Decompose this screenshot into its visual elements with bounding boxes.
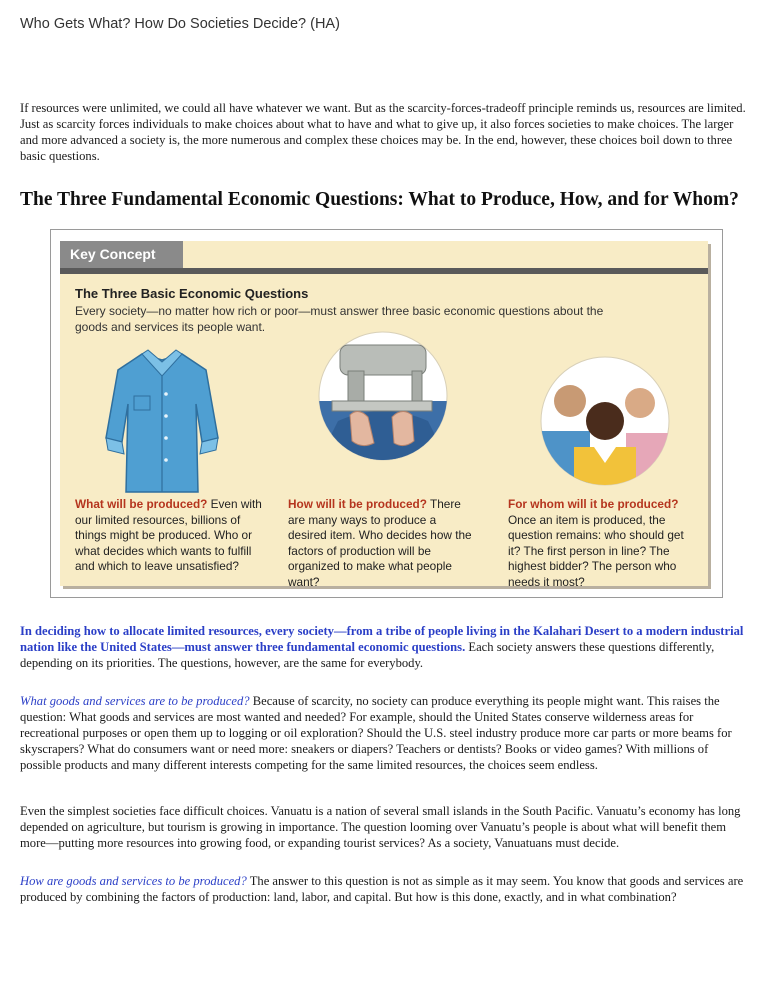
- paragraph-what-produced-heading: What goods and services are to be produced?: [20, 694, 250, 708]
- intro-paragraph: If resources were unlimited, we could all have whatever we want. But as the scarcity-forces-tradeoff principle reminds us, resources are limited. Just as scarcity forces individuals to make choices about what to have and what to give up, it also forces societies to make choices. The larger and more advanced a society is, the more numerous and complex these choices may be. In the end, however, these choices boil down to three basic questions.: [20, 101, 746, 163]
- key-concept-subtitle: Every society—no matter how rich or poor—must answer three basic economic questions about the goods and services its people want.: [75, 304, 604, 334]
- paragraph-how-produced-text: The answer to this question is not as simple as it may seem. You know that goods and services are produced by combining the factors of production: land, labor, and capital. But how is this done, exactly, and in what combination?: [20, 874, 744, 904]
- shirt-illustration: [102, 346, 222, 496]
- key-concept-figure: [50, 229, 723, 598]
- key-concept-title: The Three Basic Economic Questions: [75, 286, 309, 301]
- question-how-text: There are many ways to produce a desired item. Who decides how the factors of production will be organized to make what people want?: [288, 497, 472, 589]
- question-how: [288, 497, 478, 590]
- paragraph-allocation-highlight: In deciding how to allocate limited resources, every society—from a tribe of people living in the Kalahari Desert to a modern industrial nation like the United States—must answer three fundamental economic questions.: [20, 624, 744, 654]
- paragraph-what-produced: [20, 693, 746, 773]
- paragraph-vanuatu: Even the simplest societies face difficult choices. Vanuatu is a nation of several small islands in the South Pacific. Vanuatu’s economy has long depended on agriculture, but tourism is growing in importance. The question looming over Vanuatu’s people is about what will benefit them more—putting more resources into growing food, or expanding tourist services? As a society, Vanuatuans must decide.: [20, 804, 741, 850]
- question-whom-text: Once an item is produced, the question remains: who should get it? The first person in line? The highest bidder? The person who needs it most?: [508, 512, 684, 589]
- question-whom-label: For whom will it be produced?: [508, 497, 679, 511]
- page-header: Who Gets What? How Do Societies Decide? (HA): [20, 16, 340, 32]
- question-what-label: What will be produced?: [75, 497, 208, 511]
- paragraph-how-produced-heading: How are goods and services to be produced?: [20, 874, 247, 888]
- key-concept-panel: [60, 241, 708, 589]
- key-concept-tab: Key Concept: [60, 241, 183, 268]
- paragraph-allocation-text: Each society answers these questions differently, depending on its priorities. The questions, however, are the same for everybody.: [20, 640, 715, 670]
- paragraph-allocation: [20, 623, 746, 671]
- section-title: The Three Fundamental Economic Questions: What to Produce, How, and for Whom?: [20, 189, 739, 210]
- key-concept-bar: [60, 268, 708, 274]
- question-how-label: How will it be produced?: [288, 497, 427, 511]
- sewing-machine-illustration: [318, 331, 448, 461]
- people-illustration: [540, 351, 670, 491]
- question-what-text: Even with our limited resources, billions of things might be produced. Who or what decides which wants to fulfill and which to leave unsatisfied?: [75, 497, 262, 573]
- question-whom: [508, 497, 698, 590]
- paragraph-what-produced-text: Because of scarcity, no society can produce everything its people might want. This raises the question: What goods and services are most wanted and needed? For example, should the United States conserve wilderness areas for recreational purposes or open them up to logging or oil exploration? Should the U.S. steel industry produce more car parts or more beams for skyscrapers? What do consumers want or need more: sneakers or diapers? Teachers or dentists? Books or video games? With millions of possible products and many different interests competing for the same limited resources, the choices seem endless.: [20, 694, 732, 772]
- paragraph-how-produced: [20, 873, 746, 905]
- question-what: [75, 497, 265, 575]
